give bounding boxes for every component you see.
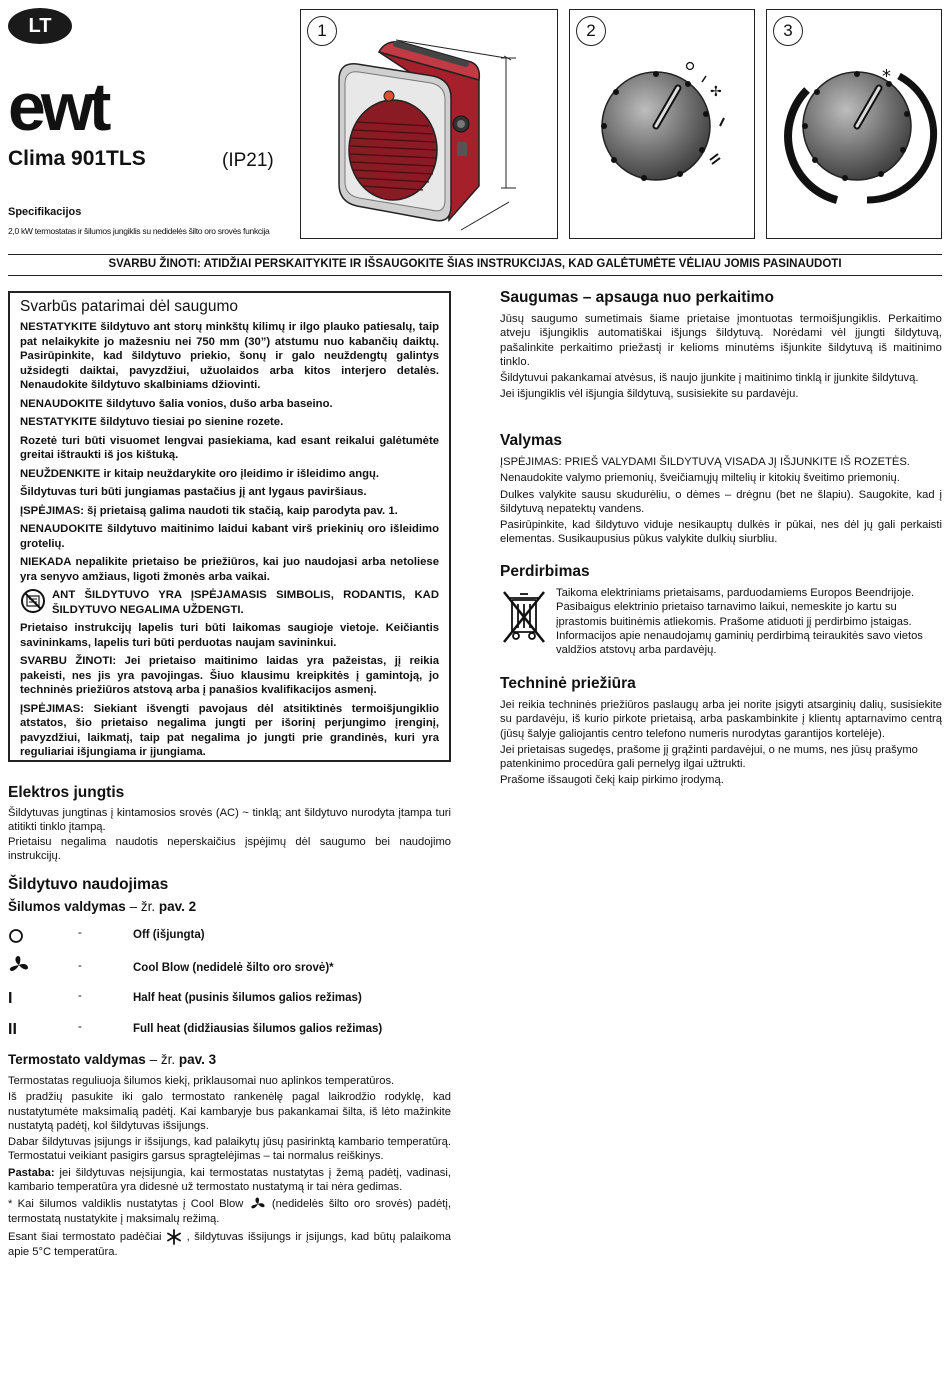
recycling-content xyxy=(500,586,942,657)
heat-control-heading xyxy=(8,899,196,914)
spec-text: 2,0 kW termostatas ir šilumos jungiklis su nedidelės šilto oro srovės funkcija xyxy=(8,226,270,236)
service-p3: Prašome išsaugoti čekį kaip pirkimo įrodymą. xyxy=(500,774,724,787)
thermo-note xyxy=(8,1166,451,1195)
electric-title: Elektros jungtis xyxy=(8,784,125,801)
cleaning-p2: Nenaudokite valymo priemonių, šveičiamųjų miltelių ir kitokių šveitimo priemonių. xyxy=(500,472,900,485)
control-row-cool-blow xyxy=(8,954,451,976)
safety-title: Svarbūs patarimai dėl saugumo xyxy=(20,298,238,315)
thermostat-dial-illustration xyxy=(767,10,941,238)
thermostat-section xyxy=(8,1074,451,1259)
thermo-p6 xyxy=(8,1229,451,1259)
control-dash: - xyxy=(78,927,82,939)
figure-2-heat-dial xyxy=(569,9,755,239)
thermostat-heading xyxy=(8,1052,216,1067)
heat-control-ref: pav. 2 xyxy=(158,899,197,914)
service-section xyxy=(500,675,942,788)
cleaning-p4: Pasirūpinkite, kad šildytuvo viduje nesikauptų dulkės ir pūkai, nes dėl jų gali perkaisti elementas. Susikaupusius pūkus valykite dulkių siurbliu. xyxy=(500,519,942,546)
safety-p4: Rozetė turi būti visuomet lengvai pasiekiama, kad esant reikalui galėtumėte greitai ištraukti iš jos kištuką. xyxy=(20,434,439,461)
safety-p1: NESTATYKITE šildytuvo ant storų minkštų kilimų ir ilgo plauko patiesalų, taip pat nelaikykite jo mažesniu nei 750 mm (30”) atstumu nuo kabančių daiktų. Pasirūpinkite, kad šildytuvo priekio, šonų ir galo neuždengtų galintys užsidegti daiktai, pavyzdžiui, užuolaidos arba kitos interjero detalės. Nenaudokite šildytuvo skalbiniams džiovinti. xyxy=(20,321,439,391)
figure-1-number: 1 xyxy=(307,16,337,46)
electric-section xyxy=(8,784,451,863)
cleaning-title: Valymas xyxy=(500,432,563,449)
cleaning-p3: Dulkes valykite sausu skudurėliu, o dėmes – drėgnu (bet ne šlapiu). Saugokite, kad į šildytuvą nepatektų vandens. xyxy=(500,488,942,515)
do-not-cover-row xyxy=(20,588,439,617)
overheat-p3: Jei išjungiklis vėl išjungia šildytuvą, susisiekite su pardavėju. xyxy=(500,388,799,401)
brand-logo-text: ewt xyxy=(8,78,107,136)
recycling-title: Perdirbimas xyxy=(500,563,590,580)
safety-p8: NENAUDOKITE šildytuvo maitinimo laidui kabant virš priekinių oro išleidimo grotelių. xyxy=(20,523,439,550)
thermo-p2: Iš pradžių pasukite iki galo termostato rankenėlę pagal laikrodžio rodyklę, kad nustatytumėte maksimalią padėtį. Kai kambaryje bus pakankamai šilta, iš lėto mažinkite nustatytą padėtį, kol šildytuvas išsijungs. xyxy=(8,1091,451,1132)
recycling-section xyxy=(500,563,942,657)
fan-icon xyxy=(8,954,30,976)
safety-p2: NENAUDOKITE šildytuvo šalia vonios, dušo arba baseino. xyxy=(20,397,333,410)
frost-mark: * xyxy=(882,66,891,87)
safety-p12: SVARBU ŽINOTI: Jei prietaiso maitinimo laidas yra pažeistas, jį reikia pakeisti, nes jis yra pavojingas. Šiuo klausimu kreipkitės į gamintoją, jo techninės priežiūros atstovą arba į panašios kvalifikacijos asmenį. xyxy=(20,655,439,696)
language-badge: LT xyxy=(8,8,72,44)
divider-top xyxy=(8,254,942,255)
recycling-p1: Taikoma elektriniams prietaisams, parduodamiems Europos Beendrijoje. Pasibaigus elektrinio prietaiso tarnavimo laikui, nemeskite jo kartu su įprastomis buitinėmis atliekomis. Prašome atiduoti jį perdirbimo įstaigas. Informacijos apie nenaudojamų gaminių perdirbimą teiraukitės savo vietos valdžios atstovų arba pardavėjų. xyxy=(556,587,923,657)
thermo-p3: Dabar šildytuvas įsijungs ir išsijungs, kad palaikytų jūsų pasirinktą kambario temperatūrą. Termostatui veikiant pasigirs garsus spragtelėjimas – tai normalus reiškinys. xyxy=(8,1136,451,1163)
safety-p11: Prietaiso instrukcijų lapelis turi būti laikomas saugioje vietoje. Keičiantis savininkams, lapelis turi būti perduotas naujam savininkui. xyxy=(20,622,439,649)
control-label-off: Off (išjungta) xyxy=(133,929,205,941)
important-notice: SVARBU ŽINOTI: ATIDŽIAI PERSKAITYKITE IR IŠSAUGOKITE ŠIAS INSTRUKCIJAS, KAD GALĖTUMĖTE VĖLIAU JOMIS PASINAUDOTI xyxy=(108,258,842,270)
control-label-half-heat: Half heat (pusinis šilumos galios režimas) xyxy=(133,992,362,1004)
safety-p3: NESTATYKITE šildytuvo tiesiai po sienine rozete. xyxy=(20,416,284,428)
heat-dial-illustration xyxy=(570,10,754,238)
note-text: jei šildytuvas neįsijungia, kai termostatas nustatytas į žemą padėtį, vadinasi, kambario temperatūra yra didesnė už termostato nustatymą ir tai nėra gedimas. xyxy=(8,1166,451,1194)
heat-control-label: Šilumos valdymas xyxy=(8,899,126,914)
safety-p9: NIEKADA nepalikite prietaiso be priežiūros, kai juo naudojasi arba netoliese yra senyvo amžiaus, ligoti žmonės arba vaikai. xyxy=(20,556,439,583)
control-dash: - xyxy=(78,960,82,972)
figure-3-number: 3 xyxy=(773,16,803,46)
figure-3-thermostat-dial xyxy=(766,9,942,239)
fan-icon xyxy=(249,1196,267,1212)
control-row-off xyxy=(8,927,451,949)
cleaning-section xyxy=(500,432,942,547)
thermostat-sep: – žr. xyxy=(145,1052,179,1067)
electric-p2: Prietaisu negalima naudotis neperskaičius įspėjimų dėl saugumo bei naudojimo instrukcijų. xyxy=(8,835,451,862)
svg-text:✢: ✢ xyxy=(710,84,722,100)
control-row-full-heat xyxy=(8,1021,451,1043)
thermo-p5-b: (nedidelės šilto oro srovės) padėtį, termostatą nustatykite į maksimalų režimą. xyxy=(8,1198,452,1226)
service-p1: Jei reikia techninės priežiūros paslaugų arba jei norite įsigyti atsarginių dalių, susisiekite su pardavėju, iš kurio pirkote prietaisą, arba paskambinkite į klientų aptarnavimo centrą (jūsų šalyje galiojantis centro telefono numeris nurodytas garantijos kortelėje). xyxy=(500,699,942,740)
brand-logo xyxy=(8,78,168,136)
thermo-p6-a: Esant šiai termostato padėčiai xyxy=(8,1230,162,1243)
thermostat-ref: pav. 3 xyxy=(178,1052,217,1067)
control-dash: - xyxy=(78,990,82,1002)
thermo-p5 xyxy=(8,1196,451,1226)
overheat-p1: Jūsų saugumo sumetimais šiame prietaise įmontuotas termoišjungiklis. Perkaitimo atveju išjungiklis automatiškai išjungs šildytuvą. Norėdami vėl įjungti šildytuvą, pašalinkite perkaitimo priežastį ir kelioms minutėms išjunkite šildytuvą iš maitinimo tinklo. xyxy=(500,313,942,368)
electric-p1: Šildytuvas jungtinas į kintamosios srovės (AC) ~ tinklą; ant šildytuvo nurodyta įtampa turi atitikti tinklo įtampą. xyxy=(8,807,451,834)
half-heat-icon: I xyxy=(8,990,13,1007)
overheat-title: Saugumas – apsauga nuo perkaitimo xyxy=(500,289,774,306)
cleaning-p1: ĮSPĖJIMAS: PRIEŠ VALYDAMI ŠILDYTUVĄ VISADA JĮ IŠJUNKITE IŠ ROZETĖS. xyxy=(500,456,910,468)
ip-rating: (IP21) xyxy=(222,150,274,171)
do-not-cover-icon xyxy=(20,588,46,614)
note-label: Pastaba: xyxy=(8,1166,55,1179)
full-heat-icon: II xyxy=(8,1021,17,1038)
thermo-p5-a: * Kai šilumos valdiklis nustatytas į Cool Blow xyxy=(8,1198,244,1211)
thermo-p6-b: , šildytuvas išsijungs ir įsijungs, kad būtų palaikoma apie 5°C temperatūra. xyxy=(8,1230,451,1258)
overheat-p2: Šildytuvui pakankamai atvėsus, iš naujo įjunkite į maitinimo tinklą ir įjunkite šildytuvą. xyxy=(500,372,919,385)
spec-title: Specifikacijos xyxy=(8,206,82,218)
safety-p7: ĮSPĖJIMAS: šį prietaisą galima naudoti tik stačią, kaip parodyta pav. 1. xyxy=(20,504,398,517)
figure-2-number: 2 xyxy=(576,16,606,46)
off-circle-icon xyxy=(8,928,24,944)
thermostat-label: Termostato valdymas xyxy=(8,1052,146,1067)
control-label-cool-blow: Cool Blow (nedidelė šilto oro srovė)* xyxy=(133,962,334,974)
divider-bottom xyxy=(8,275,942,276)
overheat-section xyxy=(500,289,942,402)
frost-icon xyxy=(166,1229,182,1245)
heat-control-sep: – žr. xyxy=(125,899,159,914)
weee-bin-icon xyxy=(500,586,548,644)
safety-tips-box xyxy=(8,291,451,762)
figure-1-heater xyxy=(300,9,558,239)
safety-p6: Šildytuvas turi būti jungiamas pastačius jį ant lygaus paviršiaus. xyxy=(20,486,367,498)
model-name: Clima 901TLS xyxy=(8,147,146,170)
safety-p13: ĮSPĖJIMAS: Siekiant išvengti pavojaus dėl atsitiktinės termoišjungiklio atstatos, šio prietaiso negalima jungti per išorinį perjungimo įrenginį, pavyzdžiui, laikmatį, taip pat negalima jo jungti prie grandinės, kuri yra reguliariai išjungiama ir įjungiama. xyxy=(20,702,439,758)
heater-illustration xyxy=(301,10,557,238)
safety-p5: NEUŽDENKITE ir kitaip neuždarykite oro įleidimo ir išleidimo angų. xyxy=(20,467,380,480)
service-p2: Jei prietaisas sugedęs, prašome jį grąžinti pardavėjui, o ne mums, nes jūsų prašymo patenkinimo procedūra gali pernelyg ilgai užtrukti. xyxy=(500,743,918,771)
service-title: Techninė priežiūra xyxy=(500,675,636,692)
usage-title: Šildytuvo naudojimas xyxy=(8,876,169,893)
control-row-half-heat xyxy=(8,990,451,1012)
control-label-full-heat: Full heat (didžiausias šilumos galios režimas) xyxy=(133,1023,383,1035)
safety-p10: ANT ŠILDYTUVO YRA ĮSPĖJAMASIS SIMBOLIS, RODANTIS, KAD ŠILDYTUVO NEGALIMA UŽDENGTI. xyxy=(52,589,439,616)
thermo-p1: Termostatas reguliuoja šilumos kiekį, priklausomai nuo aplinkos temperatūros. xyxy=(8,1075,395,1087)
control-dash: - xyxy=(78,1021,82,1033)
